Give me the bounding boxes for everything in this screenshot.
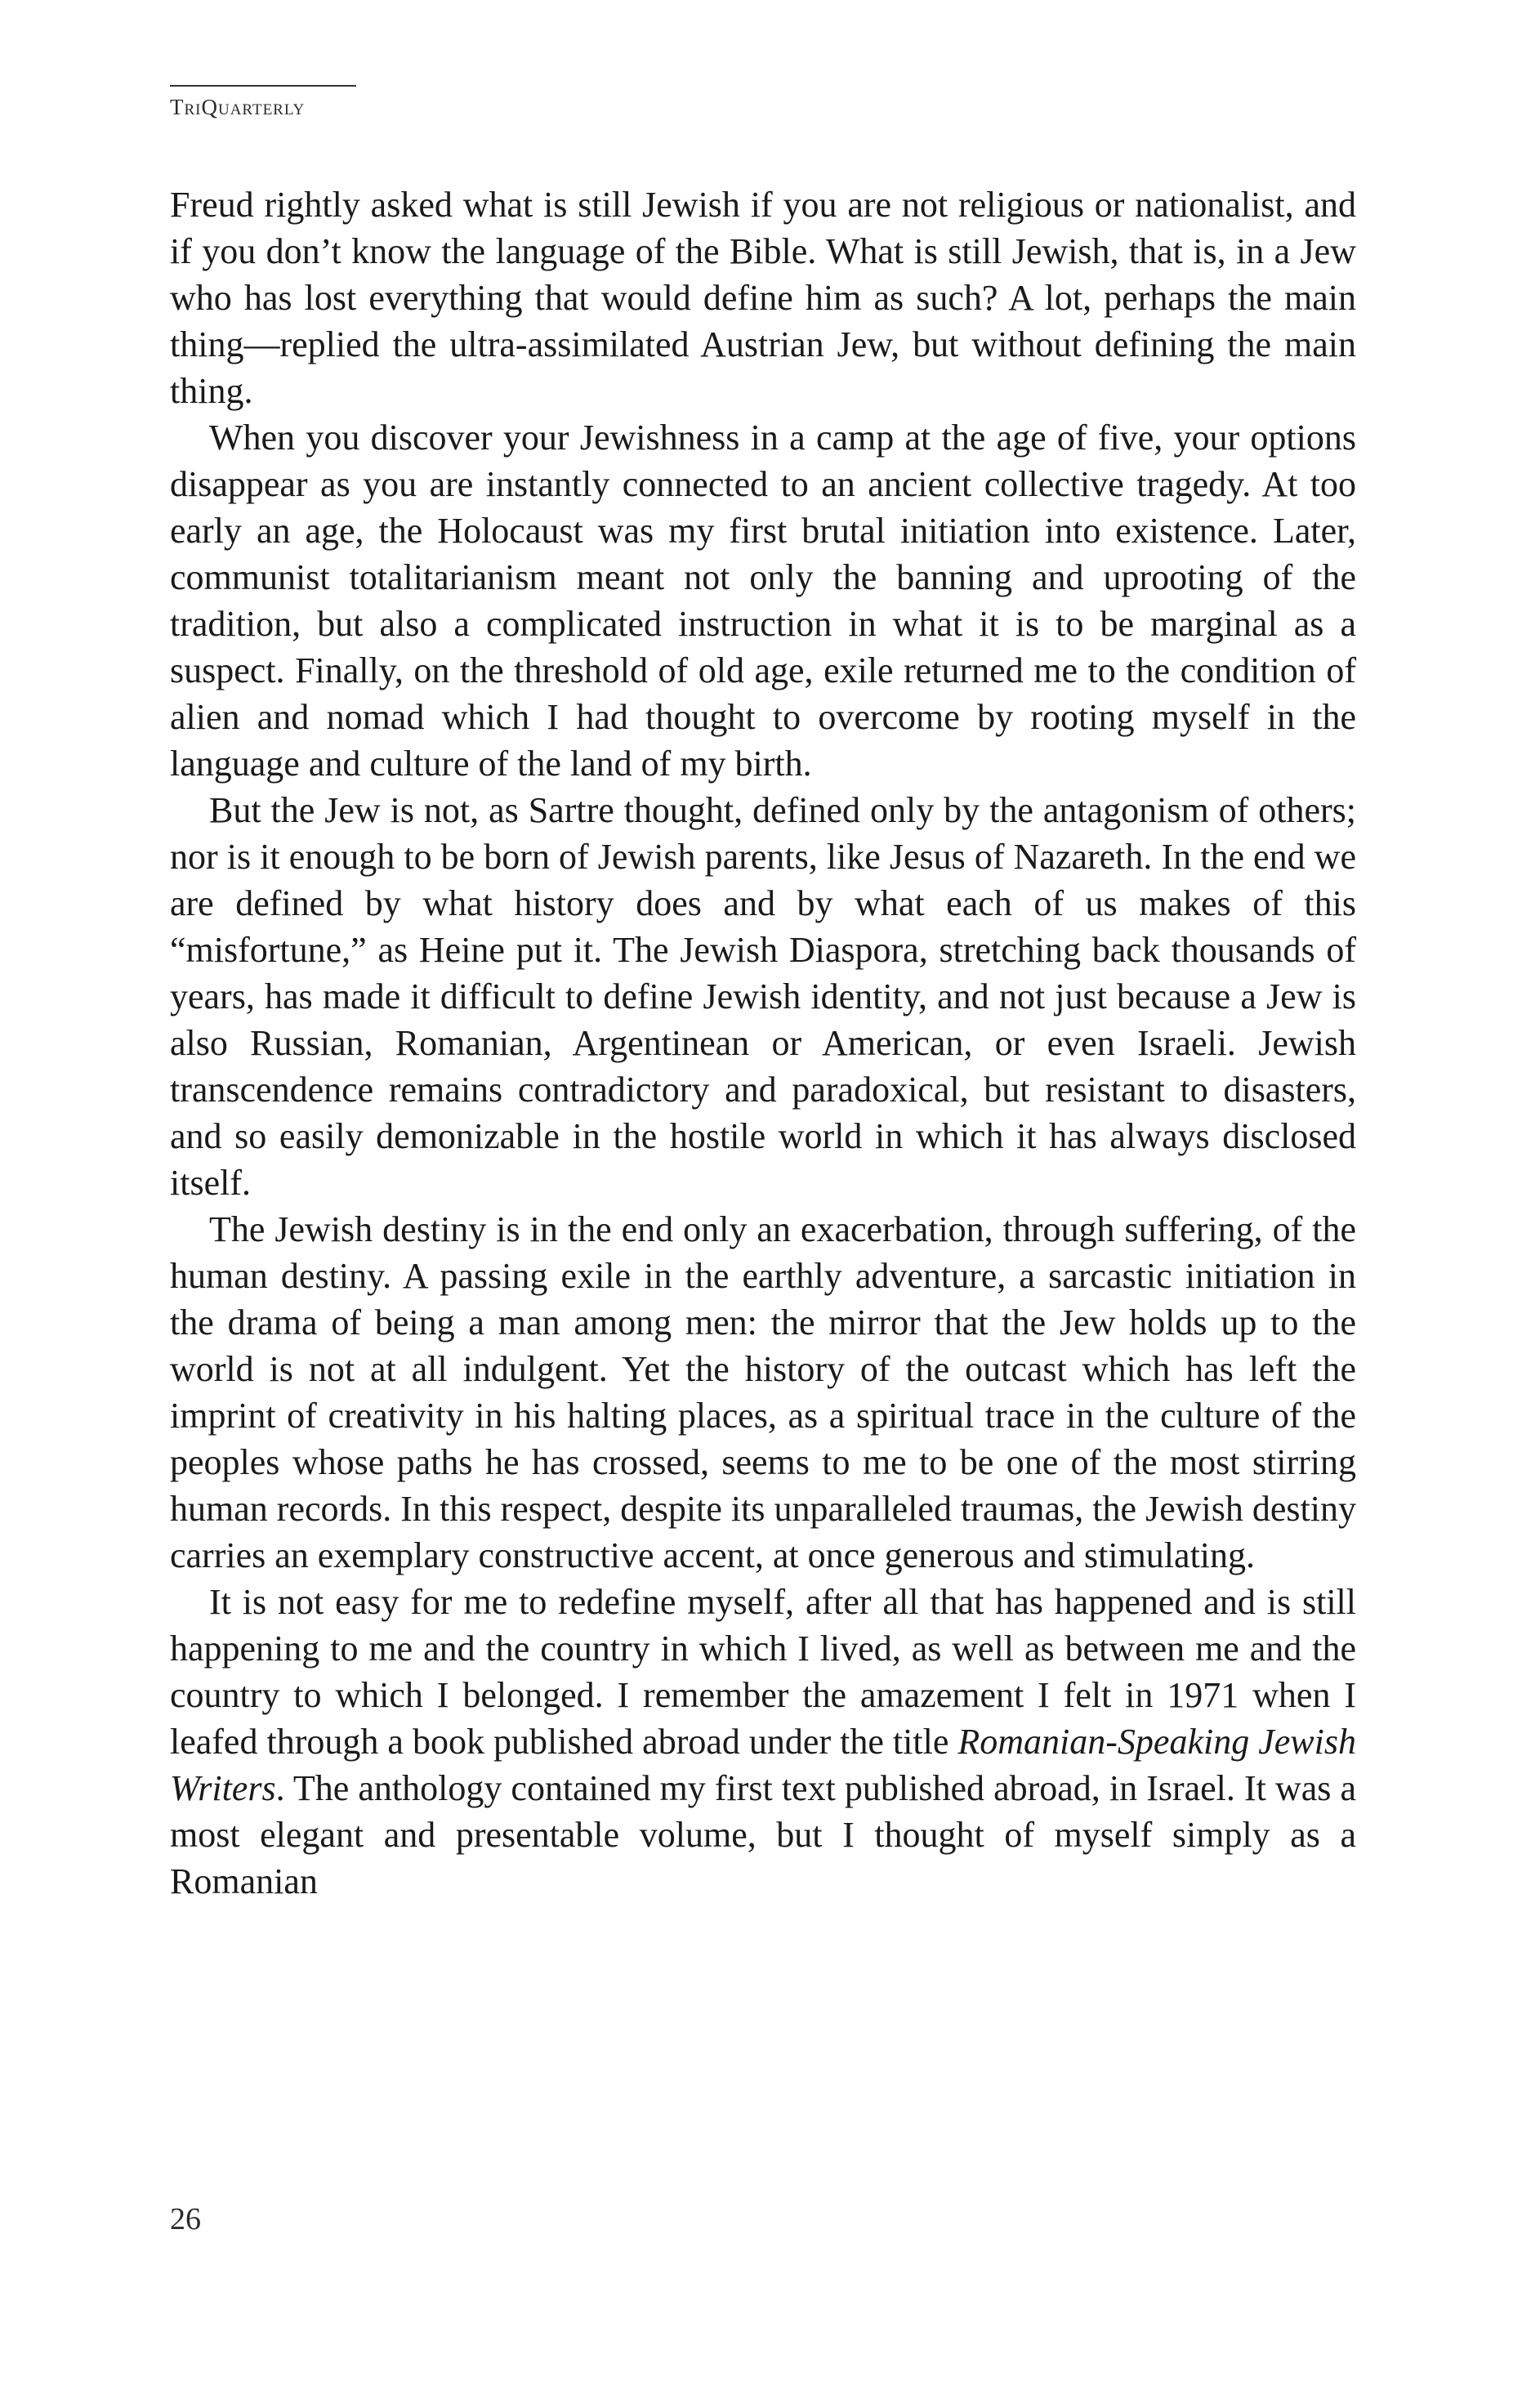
running-head: TriQuarterly	[170, 95, 306, 119]
book-title: Romanian-Speaking Jewish Writers	[170, 1722, 1356, 1808]
paragraph-5-lead: It is not easy for me to redefine myself, after all that has happened and is still happening to me and the country in which I lived, as well as between me and the country to which I belonged. I remember the amazement I felt in 1971 when I leafed through a book published abroad under the title	[170, 1582, 1356, 1762]
paragraph-5-tail: . The anthology contained my first text published abroad, in Israel. It was a most elegant and presentable volume, but I thought of myself simply as a Romanian	[170, 1768, 1356, 1901]
paragraph-3: But the Jew is not, as Sartre thought, defined only by the antagonism of others; nor is it enough to be born of Jewish parents, like Jesus of Nazareth. In the end we are defined by what history does and by what each of us makes of this “misfortune,” as Heine put it. The Jewish Diaspora, stretching back thousands of years, has made it difficult to define Jewish identity, and not just because a Jew is also Russian, Romanian, Argentinean or American, or even Israeli. Jewish transcendence remains contradictory and paradoxical, but resistant to disasters, and so easily demonizable in the hostile world in which it has always disclosed itself.	[170, 790, 1356, 1203]
page-number: 26	[170, 2202, 201, 2236]
header-rule	[170, 85, 356, 87]
paragraph-1: Freud rightly asked what is still Jewish if you are not religious or nationalist, and if you don’t know the language of the Bible. What is still Jewish, that is, in a Jew who has lost everything that would define him as such? A lot, perhaps the main thing—replied the ultra-assimilated Austrian Jew, but without defining the main thing.	[170, 185, 1356, 411]
paragraph-4: The Jewish destiny is in the end only an exacerbation, through suffering, of the human destiny. A passing exile in the earthly adventure, a sarcastic initiation in the drama of being a man among men: the mirror that the Jew holds up to the world is not at all indulgent. Yet the history of the outcast which has left the imprint of creativity in his halting places, as a spiritual trace in the culture of the peoples whose paths he has crossed, seems to me to be one of the most stirring human records. In this respect, despite its unparalleled traumas, the Jewish destiny carries an exemplary constructive accent, at once generous and stimulating.	[170, 1209, 1356, 1575]
paragraph-5	[170, 1579, 1356, 1905]
paragraph-2: When you discover your Jewishness in a camp at the age of five, your options disappear as you are instantly connected to an ancient collective tragedy. At too early an age, the Holocaust was my first brutal initiation into existence. Later, communist totalitarianism meant not only the banning and uprooting of the tradition, but also a complicated instruction in what it is to be marginal as a suspect. Finally, on the threshold of old age, exile returned me to the condition of alien and nomad which I had thought to overcome by rooting myself in the language and culture of the land of my birth.	[170, 418, 1356, 784]
body-text	[170, 181, 1356, 1905]
